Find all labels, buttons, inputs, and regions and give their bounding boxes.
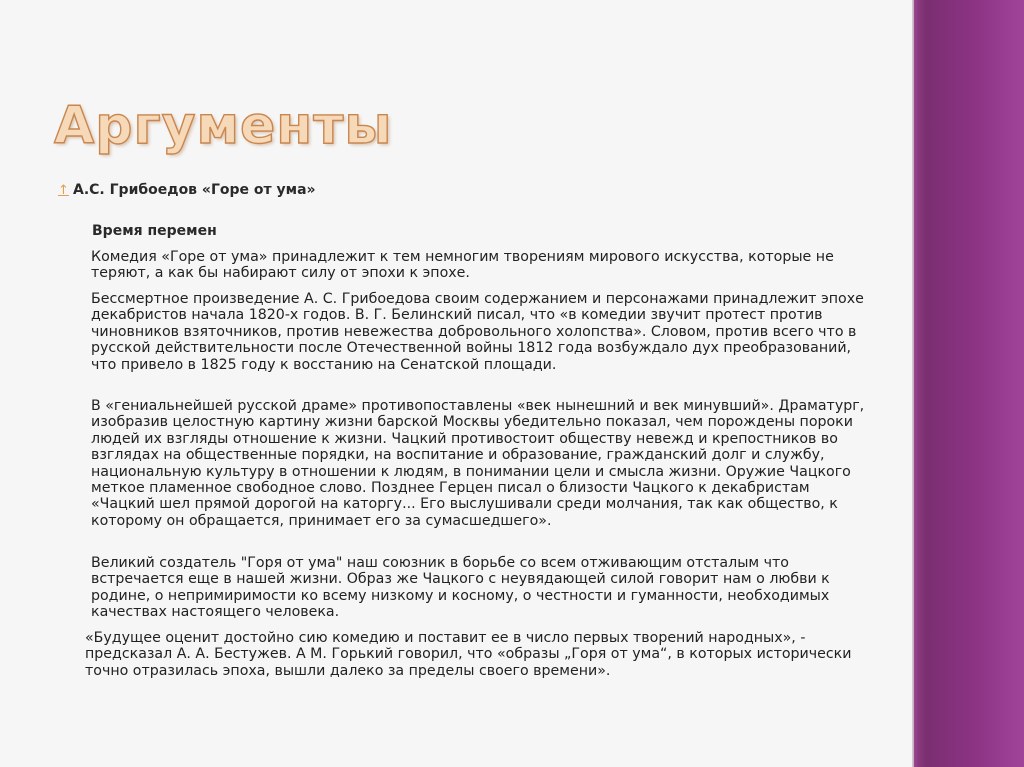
paragraph-3: В «гениальнейшей русской драме» противопоставлены «век нынешний и век минувший». Драматург, изобразив целостную картину жизни барской Москвы убедительно показал, чем порождены пороки людей их взгляды отношение к жизни. Чацкий противостоит обществу невежд и крепостников во взглядах на общественные порядки, на воспитание и образование, гражданский долг и службу, национальную культуру в отношении к людям, в понимании цели и смысла жизни. Оружие Чацкого меткое пламенное свободное слово. Позднее Герцен писал о близости Чацкого к декабристам «Чацкий шел прямой дорогой на каторгу... Его выслушивали среди молчания, так как общество, к которому он обращается, принимает его за сумасшедшего». <box>91 398 865 529</box>
bullet-arrow-icon: ↑ <box>58 183 69 198</box>
section-heading: А.С. Грибоедов «Горе от ума» <box>73 182 316 198</box>
accent-band <box>914 0 1024 767</box>
section-subheading: Время перемен <box>92 223 217 239</box>
paragraph-1: Комедия «Горе от ума» принадлежит к тем немногим творениям мирового искусства, которые не теряют, а как бы набирают силу от эпохи к эпохе. <box>91 249 834 282</box>
paragraph-5: «Будущее оценит достойно сию комедию и поставит ее в число первых творений народных», - предсказал А. А. Бестужев. А М. Горький говорил, что «образы „Горя от ума“, в которых исторически точно отразилась эпоха, вышли далеко за пределы своего времени». <box>85 630 852 679</box>
paragraph-4: Великий создатель "Горя от ума" наш союзник в борьбе со всем отживающим отсталым что встречается еще в нашей жизни. Образ же Чацкого с неувядающей силой говорит нам о любви к родине, о непримиримости ко всему низкому и косному, о честности и гуманности, необходимых качествах настоящего человека. <box>91 555 830 621</box>
paragraph-2: Бессмертное произведение А. С. Грибоедова своим содержанием и персонажами принадлежит эпохе декабристов начала 1820-х годов. В. Г. Белинский писал, что «в комедии звучит протест против чиновников взяточников, против невежества добровольного холопства». Словом, против всего что в русской действительности после Отечественной войны 1812 года возбуждало дух преобразований, что привело в 1825 году к восстанию на Сенатской площади. <box>91 291 864 373</box>
slide-title: Аргументы <box>54 96 393 156</box>
